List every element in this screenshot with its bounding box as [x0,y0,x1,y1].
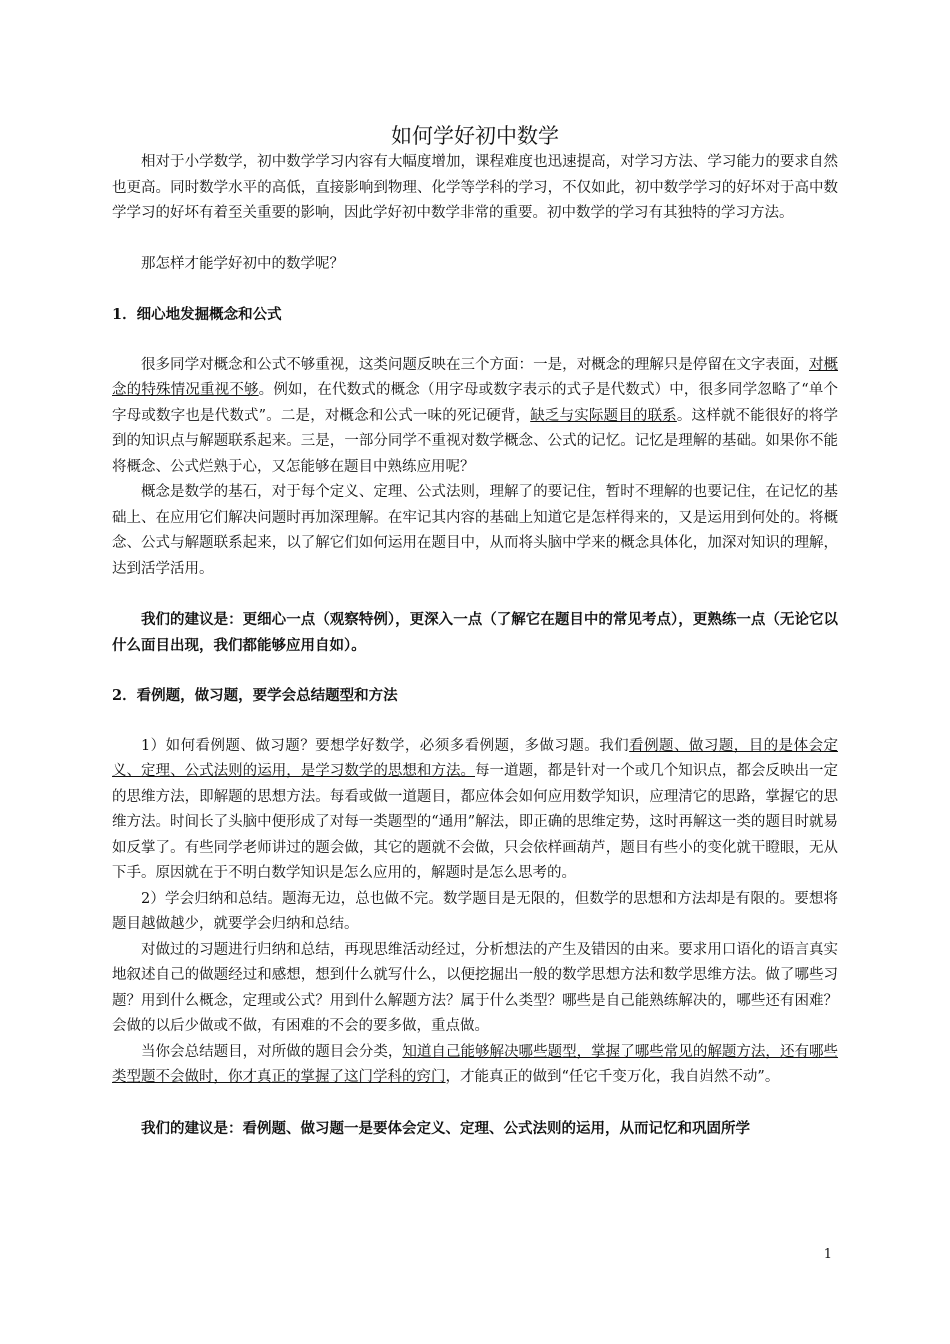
spacer [112,582,838,607]
text-run: 每一道题，都是针对一个或几个知识点，都会反映出一定的思维方法，即解题的思想方法。每看或做一道题目，都应体会如何应用数学知识，应理清它的思路，掌握它的思维方法。时间长了头脑中便形成了对每一类题型的“通用”解法，即正确的思维定势，这时再解这一类的题目时就易如反掌了。有些同学老师讲过的题会做，其它的题就不会做，只会依样画葫芦，题目有些小的变化就干瞪眼，无从下手。原因就在于不明白数学知识是怎么应用的，解题时是怎么思考的。 [112,763,839,881]
section-2-paragraph-1 [112,734,838,887]
spacer [112,227,838,252]
text-run: ，才能真正的做到“任它千变万化，我自岿然不动”。 [445,1069,780,1085]
spacer [112,658,838,683]
text-run: 1）如何看例题、做习题？要想学好数学，必须多看例题，多做习题。我们 [141,737,630,754]
section-2-paragraph-2: 2）学会归纳和总结。题海无边，总也做不完。数学题目是无限的，但数学的思想和方法却是有限的。要想将题目越做越少，就要学会归纳和总结。 [112,890,838,932]
spacer [112,709,838,734]
spacer [112,1091,838,1116]
section-2-paragraph-3: 对做过的习题进行归纳和总结，再现思维活动经过，分析想法的产生及错因的由来。要求用口语化的语言真实地叙述自己的做题经过和感想，想到什么就写什么，以便挖掘出一般的数学思想方法和数学思维方法。做了哪些习题？用到什么概念，定理或公式？用到什么解题方法？属于什么类型？哪些是自己能熟练解决的，哪些还有困难？会做的以后少做或不做，有困难的不会的要多做，重点做。 [112,941,838,1034]
underlined-text: 知道自己能够解决哪些题型，掌握了哪些常见的解题方法，还有哪些类型题不会做时，你才真正的掌握了这门学科的窍门 [112,1043,839,1085]
section-2-paragraph-4 [112,1040,838,1091]
underlined-text: 缺乏与实际题目的联系 [530,407,677,424]
spacer [112,277,838,302]
text-run: 很多同学对概念和公式不够重视，这类问题反映在三个方面：一是，对概念的理解只是停留在文字表面， [141,356,809,373]
page-number: 1 [823,1247,832,1262]
section-1-paragraph-2: 概念是数学的基石，对于每个定义、定理、公式法则，理解了的要记住，暂时不理解的也要记住，在记忆的基础上、在应用它们解决问题时再加深理解。在牢记其内容的基础上知道它是怎样得来的，又是运用到何处的。将概念、公式与解题联系起来，以了解它们如何运用在题目中，从而将头脑中学来的概念具体化，加深对知识的理解，达到活学活用。 [112,484,838,577]
document-body [112,150,838,1141]
text-run: 当你会总结题目，对所做的题目会分类， [141,1043,403,1060]
section-2-heading: 2．看例题，做习题，要学会总结题型和方法 [112,687,398,704]
spacer [112,328,838,353]
intro-paragraph: 相对于小学数学，初中数学学习内容有大幅度增加，课程难度也迅速提高，对学习方法、学习能力的要求自然也更高。同时数学水平的高低，直接影响到物理、化学等学科的学习，不仅如此，初中数学学习的好坏对于高中数学学习的好坏有着至关重要的影响，因此学好初中数学非常的重要。初中数学的学习有其独特的学习方法。 [112,154,838,221]
text-run: 。这样就不能很好的将学到的知识点与解题联系起来。三是，一部分同学不重视对数学概念、公式的记忆。记忆是理解的基础。如果你不能将概念、公式烂熟于心，又怎能够在题目中熟练应用呢？ [112,407,839,475]
section-1-heading: 1．细心地发掘概念和公式 [112,306,282,323]
section-1-advice: 我们的建议是：更细心一点（观察特例），更深入一点（了解它在题目中的常见考点），更熟练一点（无论它以什么面目出现，我们都能够应用自如）。 [112,611,838,654]
intro-question: 那怎样才能学好初中的数学呢？ [141,255,344,272]
section-1-paragraph-1 [112,353,838,481]
section-2-advice: 我们的建议是：看例题、做习题一是要体会定义、定理、公式法则的运用，从而记忆和巩固所学 [141,1119,750,1137]
underlined-text: 看例题、做习题，目的是体会定义、定理、公式法则的运用，是学习数学的思想和方法。 [112,737,838,779]
text-run: 。例如，在代数式的概念（用字母或数字表示的式子是代数式）中，很多同学忽略了“单个字母或数字也是代数式”。二是，对概念和公式一味的死记硬背， [112,382,838,424]
underlined-text: 对概念的特殊情况重视不够 [112,356,839,398]
page-title: 如何学好初中数学 [391,124,559,148]
